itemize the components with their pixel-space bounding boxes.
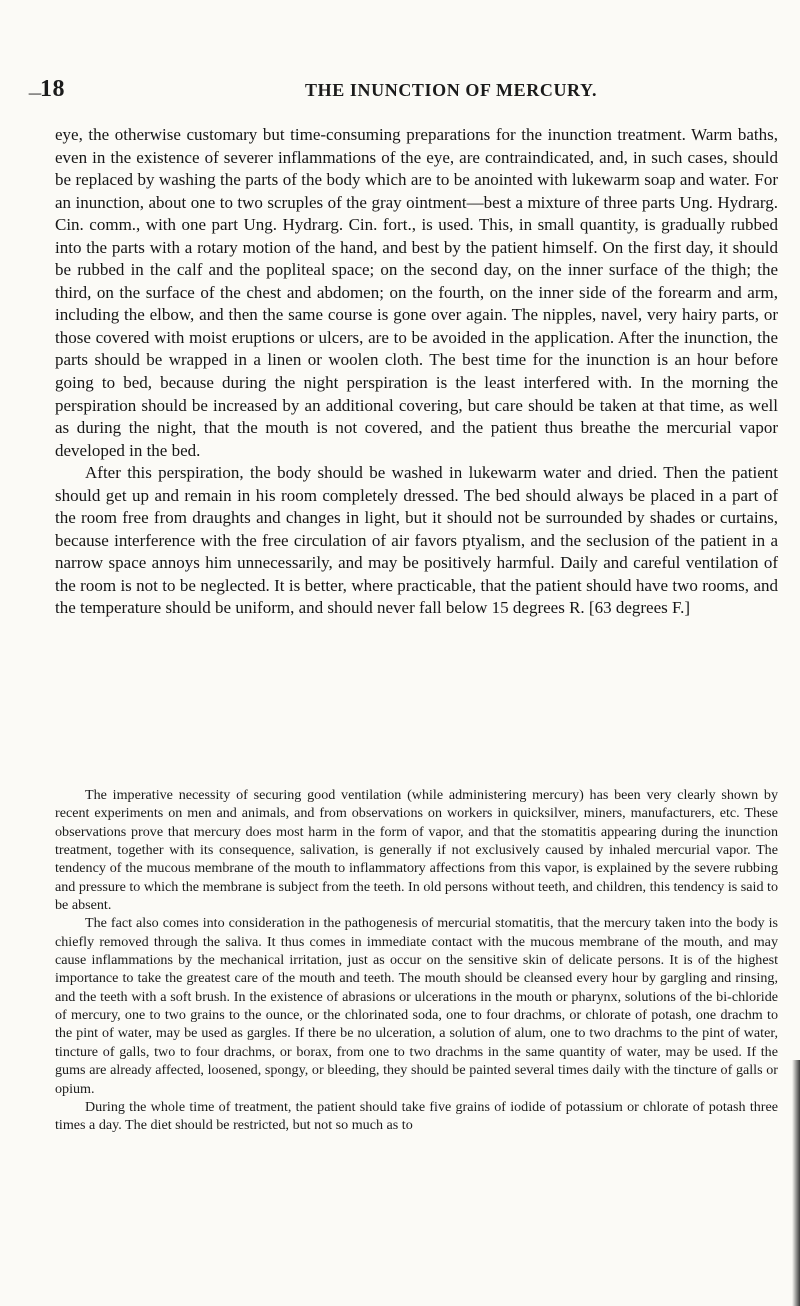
page-number: 18 bbox=[40, 76, 65, 102]
header-dash-mark: — bbox=[28, 86, 42, 102]
note-paragraph-3: During the whole time of treatment, the patient should take five grains of iodide of potassium or chlorate of potash three times a day. The diet should be restricted, but not so much as to bbox=[55, 1098, 778, 1134]
running-title: THE INUNCTION OF MERCURY. bbox=[305, 80, 598, 100]
note-paragraph-1: The imperative necessity of securing good ventilation (while administering mercury) has been very clearly shown by recent experiments on men and animals, and from observations on workers in quicksilver, miners, manufacturers, etc. These observations prove that mercury does most harm in the form of vapor, and that the stomatitis appearing during the inunction treatment, together with its consequence, salivation, is generally if not exclusively caused by inhaled mercurial vapor. The tendency of the mucous membrane of the mouth to inflammatory affections from this vapor, is explained by the severe rubbing and pressure to which the membrane is subject from the teeth. In old persons without teeth, and children, this tendency is said to be absent. bbox=[55, 787, 778, 914]
translator-note bbox=[55, 786, 778, 1135]
page-header bbox=[0, 76, 800, 106]
main-text bbox=[55, 124, 778, 620]
note-paragraph-2: The fact also comes into consideration in the pathogenesis of mercurial stomatitis, that the mercury taken into the body is chiefly removed through the saliva. It thus comes in immediate contact with the mucous membrane of the mouth, and may cause inflammations by the mechanical irritation, just as occur on the sensitive skin of delicate persons. It is of the highest importance to take the greatest care of the mouth and teeth. The mouth should be cleansed every hour by gargling and rinsing, and the teeth with a soft brush. In the existence of abrasions or ulcerations in the mouth or pharynx, solutions of the bi-chloride of mercury, one to two grains to the ounce, or the chlorinated soda, one to four drachms, or chlorate of potash, one drachm to the pint of water, may be used as gargles. If there be no ulceration, a solution of alum, one to two drachms to the pint of water, tincture of galls, two to four drachms, or borax, from one to two drachms in the same quantity of water, may be used. If the gums are already affected, loosened, spongy, or bleeding, they should be painted several times daily with the tincture of galls or opium. bbox=[55, 915, 778, 1097]
page-edge-shadow bbox=[792, 1060, 800, 1306]
body-paragraph-2: After this perspiration, the body should be washed in lukewarm water and dried. Then the patient should get up and remain in his room completely dressed. The bed should always be placed in a part of the room free from draughts and changes in light, but it should not be surrounded by shades or curtains, because interference with the free circulation of air favors ptyalism, and the seclusion of the patient in a narrow space annoys him unnecessarily, and may be positively harmful. Daily and careful ventilation of the room is not to be neglected. It is better, where practicable, that the patient should have two rooms, and the temperature should be uniform, and should never fall below 15 degrees R. [63 degrees F.] bbox=[55, 463, 778, 618]
body-paragraph-1: eye, the otherwise customary but time-consuming preparations for the inunction treatment. Warm baths, even in the existence of severer inflammations of the eye, are contraindicated, and, in such cases, should be replaced by washing the parts of the body which are to be anointed with lukewarm soap and water. For an inunction, about one to two scruples of the gray ointment—best a mixture of three parts Ung. Hydrarg. Cin. comm., with one part Ung. Hydrarg. Cin. fort., is used. This, in small quantity, is gradually rubbed into the parts with a rotary motion of the hand, and best by the patient himself. On the first day, it should be rubbed in the calf and the popliteal space; on the second day, on the inner surface of the thigh; the third, on the surface of the chest and abdomen; on the fourth, on the inner side of the forearm and arm, including the elbow, and then the same course is gone over again. The nipples, navel, very hairy parts, or those covered with moist eruptions or ulcers, are to be avoided in the application. After the inunction, the parts should be wrapped in a linen or woolen cloth. The best time for the inunction is an hour before going to bed, because during the night perspiration is the least interfered with. In the morning the perspiration should be increased by an additional covering, but care should be taken at that time, as well as during the night, that the mouth is not covered, and the patient thus breathe the mercurial vapor developed in the bed. bbox=[55, 125, 778, 460]
